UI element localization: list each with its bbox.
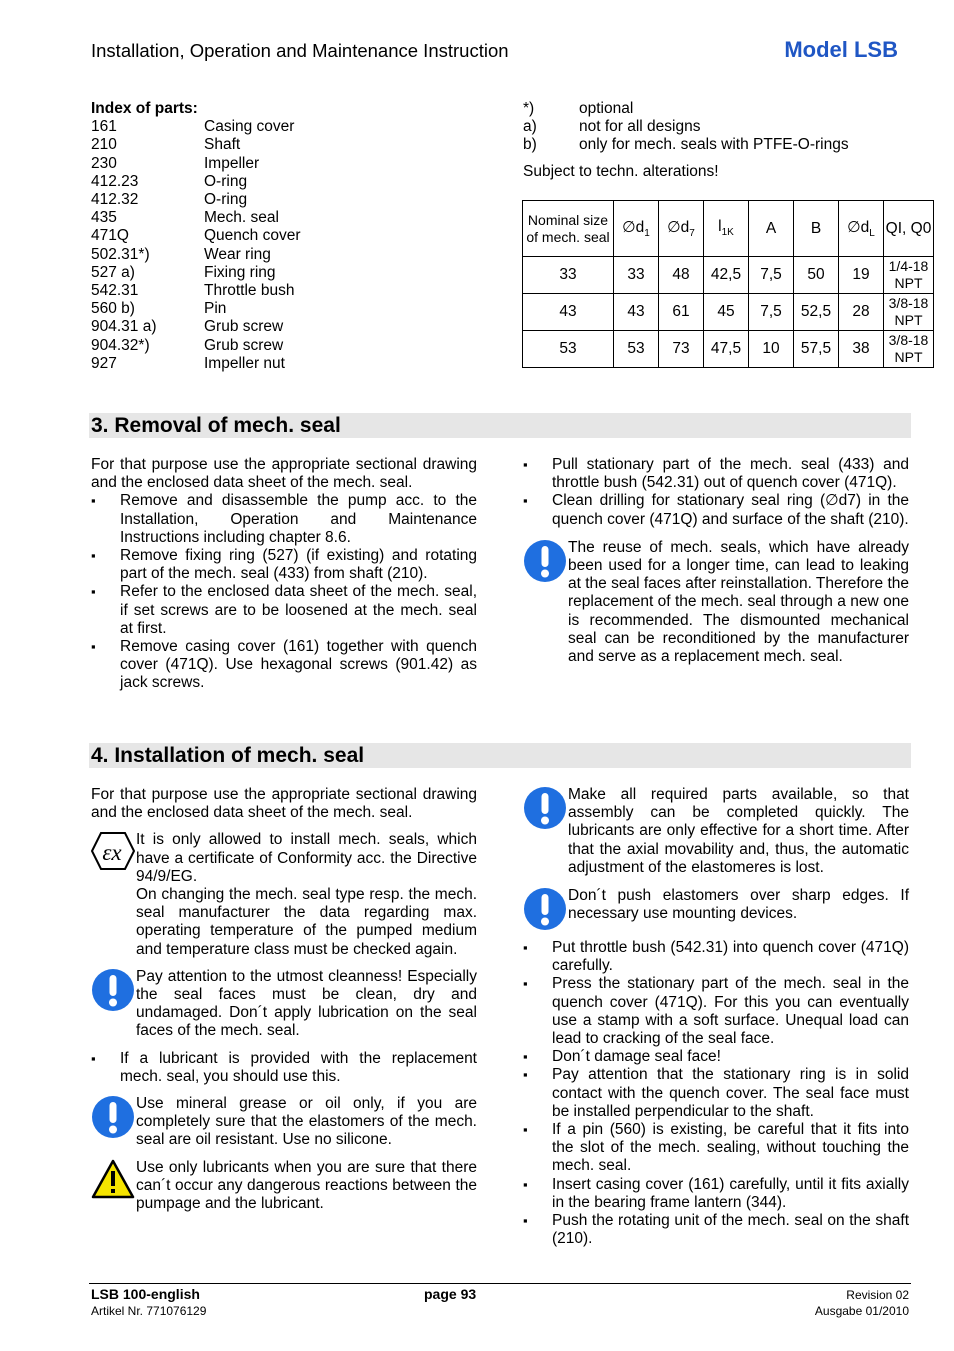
bullet-item: ▪ Pull stationary part of the mech. seal (433) and throttle bush (542.31) out of quench cover (471Q). (523, 456, 909, 492)
info-exclamation-icon (523, 786, 567, 835)
lubricant-warning (91, 1159, 477, 1214)
table-cell: 61 (659, 294, 704, 331)
sharp-edges-notice-text: Don´t push elastomers over sharp edges. If necessary use mounting devices. (568, 887, 909, 923)
info-exclamation-icon (523, 539, 567, 588)
header-d7: $\emptyset d_7$ (659, 201, 704, 257)
table-cell: 73 (659, 331, 704, 368)
section-4-right-bullets (523, 939, 909, 1248)
part-number: 210 (91, 136, 117, 154)
part-name: Pin (204, 300, 227, 318)
parts-list-item (91, 337, 491, 355)
table-cell: 43 (614, 294, 659, 331)
table-cell: 1/4-18 NPT (884, 257, 934, 294)
table-cell: 42,5 (704, 257, 749, 294)
table-cell: 7,5 (749, 257, 794, 294)
part-name: Grub screw (204, 318, 284, 336)
table-cell: 38 (839, 331, 884, 368)
parts-list-item (91, 118, 491, 136)
part-name: Grub screw (204, 336, 284, 354)
table-cell: 53 (523, 331, 614, 368)
part-number: 435 (91, 209, 117, 227)
parts-list (91, 118, 491, 373)
bullet-item: ▪ Remove casing cover (161) together with quench cover (471Q). Use hexagonal screws (901.42) as jack screws. (91, 638, 477, 693)
part-name: O-ring (204, 191, 248, 209)
table-cell: 7,5 (749, 294, 794, 331)
bullet-item: ▪ If a pin (560) is existing, be careful that it fits into the slot of the mech. sealing, without touching the mech. seal. (523, 1121, 909, 1176)
parts-list-item (91, 191, 491, 209)
model-title: Model LSB (784, 37, 898, 62)
part-number: 904.31 a) (91, 318, 157, 336)
table-row (523, 331, 934, 368)
bullet-item: ▪ Remove fixing ring (527) (if existing) and rotating part of the mech. seal (433) from shaft (210). (91, 547, 477, 583)
table-cell: 50 (794, 257, 839, 294)
section-3-title: 3. Removal of mech. seal (89, 413, 911, 438)
bullet-item: ▪ Refer to the enclosed data sheet of the mech. seal, if set screws are to be loosened at the mech. seal at first. (91, 583, 477, 638)
part-number: 927 (91, 354, 117, 372)
part-number: 412.32 (91, 191, 139, 209)
footer-article-number: Artikel Nr. 771076129 (91, 1304, 207, 1318)
footnote-key: b) (523, 136, 537, 154)
ex-notice (91, 831, 477, 958)
grease-notice (91, 1095, 477, 1150)
parts-list-item (91, 282, 491, 300)
footer-page-number: page 93 (424, 1286, 477, 1302)
part-number: 412.23 (91, 172, 139, 190)
table-cell: 10 (749, 331, 794, 368)
footnote-item (523, 100, 923, 118)
part-number: 527 a) (91, 263, 135, 281)
header-b: B (794, 201, 839, 257)
section-4-title: 4. Installation of mech. seal (89, 743, 911, 768)
footer-revision: Revision 02 (846, 1288, 909, 1302)
table-header-row (523, 201, 934, 257)
footnote-text: only for mech. seals with PTFE-O-rings (579, 136, 849, 154)
parts-list-item (91, 227, 491, 245)
part-name: Impeller (204, 154, 260, 172)
table-cell: 48 (659, 257, 704, 294)
part-number: 161 (91, 118, 117, 136)
ex-notice-text-2: On changing the mech. seal type resp. the mech. seal manufacturer the data regarding max. operating temperature of the pumped medium and temperature class must be checked again. (136, 886, 477, 958)
part-number: 502.31*) (91, 245, 150, 263)
header-nominal-size: Nominal size of mech. seal (523, 201, 614, 257)
table-cell: 45 (704, 294, 749, 331)
part-name: Mech. seal (204, 209, 279, 227)
ex-explosion-protection-icon (91, 831, 135, 876)
ex-notice-text-1: It is only allowed to install mech. seals, which have a certificate of Conformity acc. the Directive 94/9/EG. (136, 831, 477, 885)
info-exclamation-icon (91, 968, 135, 1017)
table-cell: 19 (839, 257, 884, 294)
bullet-item: ▪ Put throttle bush (542.31) into quench cover (471Q) carefully. (523, 939, 909, 975)
part-number: 230 (91, 154, 117, 172)
footnote-key: *) (523, 100, 535, 117)
table-cell: 3/8-18 NPT (884, 294, 934, 331)
section-3-intro: For that purpose use the appropriate sectional drawing and the enclosed data sheet of the mech. seal. (91, 456, 477, 492)
table-cell: 52,5 (794, 294, 839, 331)
sharp-edges-notice (523, 887, 909, 931)
lubricant-warning-text: Use only lubricants when you are sure that there can´t occur any dangerous reactions between the pumpage and the lubricant. (136, 1158, 477, 1213)
part-name: Throttle bush (204, 282, 295, 300)
svg-text:εx: εx (102, 840, 122, 866)
bullet-item: ▪ Insert casing cover (161) carefully, until it fits axially in the bearing frame lantern (344). (523, 1176, 909, 1212)
bullet-item: ▪ Push the rotating unit of the mech. seal on the shaft (210). (523, 1212, 909, 1248)
parts-list-item (91, 264, 491, 282)
bullet-item: ▪ Pay attention that the stationary ring is in solid contact with the quench cover. The seal face must be installed perpendicular to the shaft. (523, 1066, 909, 1121)
cleanness-notice (91, 968, 477, 1041)
parts-available-notice (523, 786, 909, 877)
table-cell: 43 (523, 294, 614, 331)
table-cell: 33 (523, 257, 614, 294)
footnotes (523, 100, 923, 181)
table-row (523, 294, 934, 331)
section-4-right-column (523, 786, 909, 1248)
footnote-item (523, 118, 923, 136)
bullet-item: ▪ Press the stationary part of the mech. seal in the quench cover (471Q). For this you can eventually use a stamp with a soft surface. Unequal load can lead to cracking of the seal face. (523, 975, 909, 1048)
footnote-item (523, 136, 923, 154)
part-name: O-ring (204, 172, 248, 190)
reuse-notice-text: The reuse of mech. seals, which have already been used for a longer time, can lead to leaking at the seal faces after reinstallation. Therefore the replacement of the mech. seal through a new one is recommended. The dismounted mechanical seal can be reconditioned by the manufacturer and serve as a replacement mech. seal. (568, 538, 909, 666)
header-qi-q0: QI, Q0 (884, 201, 934, 257)
header-dl: $\emptyset d_L$ (839, 201, 884, 257)
footnote-key: a) (523, 118, 537, 136)
warning-triangle-icon (91, 1159, 135, 1204)
table-row (523, 257, 934, 294)
parts-list-item (91, 173, 491, 191)
footnote-text: optional (579, 100, 634, 117)
info-exclamation-icon (91, 1095, 135, 1144)
part-number: 904.32*) (91, 336, 150, 354)
document-header-title: Installation, Operation and Maintenance Instruction (91, 40, 509, 61)
table-cell: 53 (614, 331, 659, 368)
alterations-note: Subject to techn. alterations! (523, 162, 719, 180)
part-name: Fixing ring (204, 263, 276, 281)
parts-index (91, 100, 491, 373)
footnote-text: not for all designs (579, 118, 701, 136)
part-name: Quench cover (204, 227, 301, 245)
parts-index-heading: Index of parts: (91, 100, 198, 117)
part-number: 560 b) (91, 300, 135, 318)
table-cell: 33 (614, 257, 659, 294)
grease-notice-text: Use mineral grease or oil only, if you are completely sure that the elastomers of the mech. seal are oil resistant. Use no silicone. (136, 1095, 477, 1149)
part-name: Wear ring (204, 245, 271, 263)
table-cell: 47,5 (704, 331, 749, 368)
info-exclamation-icon (523, 887, 567, 936)
header-d1: $\emptyset d_1$ (614, 201, 659, 257)
part-name: Impeller nut (204, 354, 285, 372)
section-3-left-column (91, 456, 477, 693)
parts-list-item (91, 136, 491, 154)
table-body (523, 257, 934, 368)
section-3-right-bullets (523, 456, 909, 529)
table-cell: 28 (839, 294, 884, 331)
lubricant-bullet: ▪ If a lubricant is provided with the replacement mech. seal, you should use this. (91, 1050, 477, 1086)
header-l1k: $l_{1K}$ (704, 201, 749, 257)
cleanness-notice-text: Pay attention to the utmost cleanness! Especially the seal faces must be clean, dry and undamaged. Don´t apply lubrication on the seal faces of the mech. seal. (136, 967, 477, 1040)
parts-available-notice-text: Make all required parts available, so that assembly can be completed quickly. The lubricants are only effective for a short time. After that the axial movability and, thus, the automatic adjustment of the elastomeres is lost. (568, 786, 909, 876)
parts-list-item (91, 246, 491, 264)
footer-divider (89, 1283, 911, 1284)
parts-list-item (91, 355, 491, 373)
table-cell: 57,5 (794, 331, 839, 368)
footer-edition: Ausgabe 01/2010 (814, 1304, 909, 1318)
footnote-list (523, 100, 923, 155)
section-3-left-bullets (91, 492, 477, 692)
part-number: 542.31 (91, 282, 139, 300)
header-a: A (749, 201, 794, 257)
parts-list-item (91, 300, 491, 318)
table-cell: 3/8-18 NPT (884, 331, 934, 368)
parts-list-item (91, 209, 491, 227)
section-4-intro: For that purpose use the appropriate sectional drawing and the enclosed data sheet of the mech. seal. (91, 786, 477, 822)
parts-list-item (91, 155, 491, 173)
part-number: 471Q (91, 227, 129, 245)
bullet-item: ▪ Remove and disassemble the pump acc. to the Installation, Operation and Maintenance Instructions including chapter 8.6. (91, 492, 477, 547)
parts-list-item (91, 318, 491, 336)
bullet-item: ▪ Clean drilling for stationary seal ring (∅d7) in the quench cover (471Q) and surface of the shaft (210). (523, 492, 909, 528)
part-name: Shaft (204, 136, 241, 154)
section-4-left-column (91, 786, 477, 1213)
section-3-right-column (523, 456, 909, 666)
part-name: Casing cover (204, 118, 295, 136)
bullet-item: ▪ Don´t damage seal face! (523, 1048, 909, 1066)
dimensions-table (522, 200, 934, 368)
footer-document-name: LSB 100-english (91, 1286, 200, 1302)
reuse-notice (523, 539, 909, 666)
